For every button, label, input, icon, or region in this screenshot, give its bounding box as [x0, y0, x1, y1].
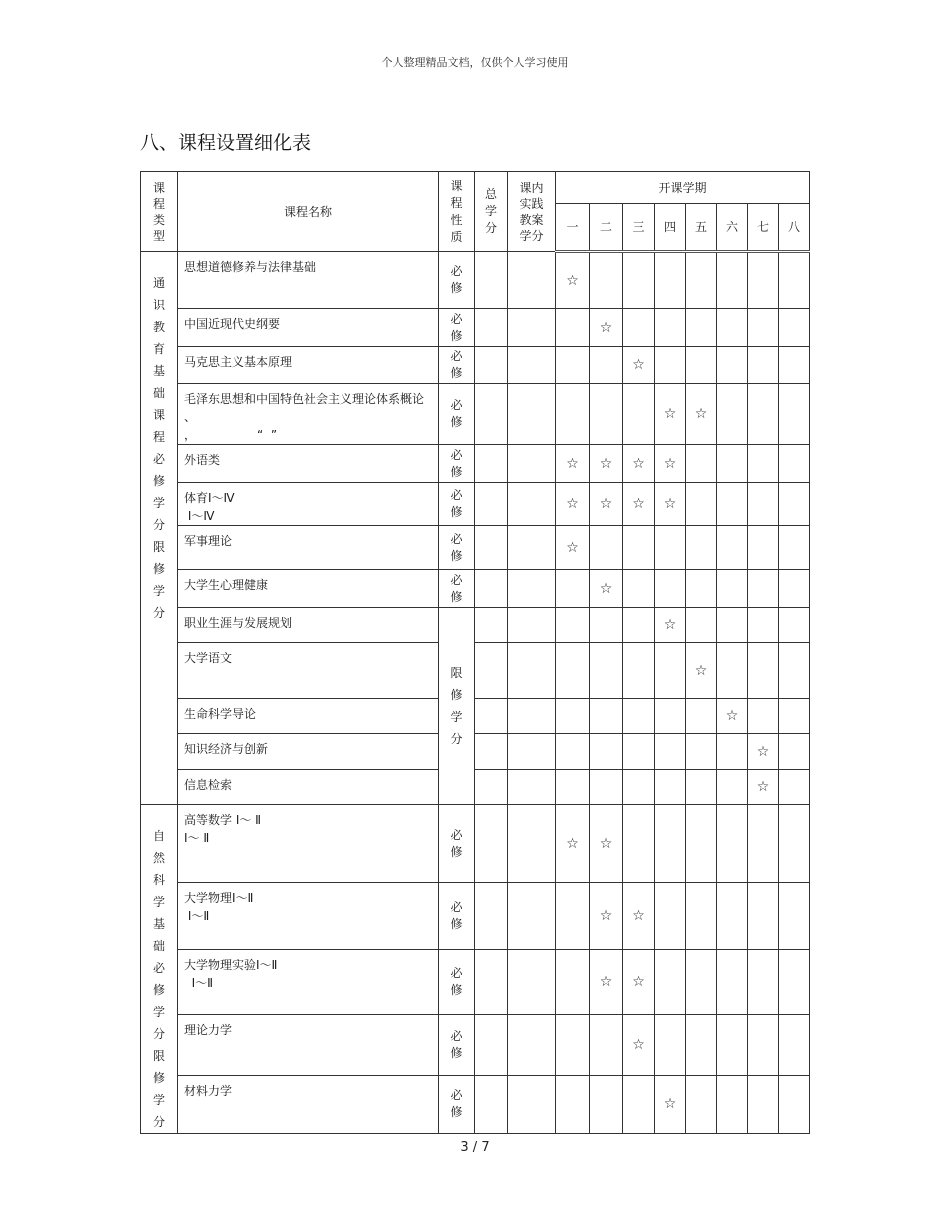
semester-cell-1: [556, 526, 590, 570]
course-name-cell: 中国近现代史纲要: [178, 309, 439, 347]
semester-cell-4: [655, 570, 686, 608]
header-semester-7: 七: [748, 204, 779, 252]
table-row: [141, 883, 810, 950]
total-credits-cell: [475, 1075, 508, 1133]
practice-credits-cell: [508, 570, 556, 608]
course-name-cell: 大学语文: [178, 643, 439, 699]
semester-cell-3: [623, 608, 655, 643]
table-row: [141, 445, 810, 483]
total-credits-cell: [475, 950, 508, 1015]
star-icon: ☆: [632, 455, 645, 472]
star-icon: ☆: [632, 908, 645, 925]
course-table: [140, 171, 810, 1134]
table-row: [141, 805, 810, 883]
semester-cell-8: [779, 1015, 810, 1075]
total-credits-cell: [475, 805, 508, 883]
practice-credits-cell: [508, 384, 556, 445]
course-name-cell: 理论力学: [178, 1015, 439, 1075]
header-semester-2: 二: [590, 204, 623, 252]
semester-cell-4: [655, 950, 686, 1015]
semester-cell-8: [779, 445, 810, 483]
practice-credits-cell: [508, 699, 556, 734]
page-number: 3 / 7: [460, 1140, 490, 1155]
star-icon: ☆: [756, 743, 770, 760]
header-semester-6: 六: [717, 204, 748, 252]
semester-cell-6: [717, 309, 748, 347]
table-row: [141, 384, 810, 445]
semester-cell-5: [686, 883, 717, 950]
practice-credits-cell: [508, 883, 556, 950]
course-name-cell: 体育Ⅰ～Ⅳ Ⅰ～Ⅳ: [178, 483, 439, 526]
header-semester-1: 一: [556, 204, 590, 252]
semester-cell-3: [623, 950, 655, 1015]
semester-cell-4: [655, 309, 686, 347]
semester-cell-3: [623, 384, 655, 445]
semester-cell-2: [590, 805, 623, 883]
course-nature-cell: 必修: [439, 252, 475, 309]
star-icon: ☆: [632, 974, 645, 991]
total-credits-cell: [475, 347, 508, 384]
semester-cell-8: [779, 608, 810, 643]
table-row: [141, 950, 810, 1015]
semester-cell-5: [686, 570, 717, 608]
semester-cell-6: [717, 445, 748, 483]
star-icon: ☆: [599, 835, 613, 852]
total-credits-cell: [475, 384, 508, 445]
category-cell: 通识教育基础课程必修 学分限修 学分: [141, 252, 178, 805]
total-credits-cell: [475, 252, 508, 309]
semester-cell-1: [556, 734, 590, 770]
semester-cell-1: [556, 1015, 590, 1075]
course-nature-cell: 必修: [439, 347, 475, 384]
semester-cell-1: [556, 1075, 590, 1133]
semester-cell-7: [748, 526, 779, 570]
semester-cell-5: [686, 347, 717, 384]
table-row: [141, 699, 810, 734]
semester-cell-7: [748, 445, 779, 483]
course-name-cell: 材料力学: [178, 1075, 439, 1133]
table-row: [141, 643, 810, 699]
semester-cell-5: [686, 643, 717, 699]
course-nature-cell: 必修: [439, 445, 475, 483]
course-name-cell: 大学物理实验Ⅰ～Ⅱ Ⅰ～Ⅱ: [178, 950, 439, 1015]
star-icon: ☆: [632, 357, 645, 373]
semester-cell-2: [590, 1075, 623, 1133]
table-row: [141, 347, 810, 384]
semester-cell-4: [655, 770, 686, 805]
star-icon: ☆: [566, 835, 579, 852]
semester-cell-7: [748, 309, 779, 347]
practice-credits-cell: [508, 252, 556, 309]
semester-cell-4: [655, 526, 686, 570]
semester-cell-5: [686, 805, 717, 883]
semester-cell-8: [779, 950, 810, 1015]
course-nature-cell: 必修: [439, 483, 475, 526]
semester-cell-2: [590, 570, 623, 608]
semester-cell-3: [623, 445, 655, 483]
practice-credits-cell: [508, 347, 556, 384]
table-row: [141, 252, 810, 309]
semester-cell-5: [686, 309, 717, 347]
practice-credits-cell: [508, 950, 556, 1015]
semester-cell-1: [556, 384, 590, 445]
semester-cell-3: [623, 526, 655, 570]
semester-cell-3: [623, 699, 655, 734]
course-name-cell: 生命科学导论: [178, 699, 439, 734]
total-credits-cell: [475, 699, 508, 734]
header-course-nature: 课程性质: [439, 172, 475, 252]
course-nature-cell: 必修: [439, 570, 475, 608]
star-icon: ☆: [694, 662, 708, 679]
semester-cell-6: [717, 643, 748, 699]
semester-cell-4: [655, 699, 686, 734]
course-nature-elective-cell: 限修学分: [439, 608, 475, 805]
semester-cell-5: [686, 526, 717, 570]
star-icon: ☆: [599, 496, 613, 512]
semester-cell-3: [623, 309, 655, 347]
semester-cell-7: [748, 643, 779, 699]
semester-cell-8: [779, 384, 810, 445]
semester-cell-6: [717, 384, 748, 445]
star-icon: ☆: [599, 974, 613, 991]
semester-cell-1: [556, 252, 590, 309]
course-name-cell: 军事理论: [178, 526, 439, 570]
total-credits-cell: [475, 445, 508, 483]
semester-cell-2: [590, 643, 623, 699]
semester-cell-4: [655, 483, 686, 526]
course-name-cell: 高等数学 Ⅰ～ Ⅱ Ⅰ～ Ⅱ: [178, 805, 439, 883]
semester-cell-7: [748, 1015, 779, 1075]
total-credits-cell: [475, 526, 508, 570]
semester-cell-6: [717, 950, 748, 1015]
total-credits-cell: [475, 483, 508, 526]
semester-cell-7: [748, 483, 779, 526]
semester-cell-8: [779, 734, 810, 770]
total-credits-cell: [475, 770, 508, 805]
header-semester-4: 四: [655, 204, 686, 252]
semester-cell-8: [779, 699, 810, 734]
semester-cell-4: [655, 805, 686, 883]
practice-credits-cell: [508, 608, 556, 643]
star-icon: ☆: [566, 539, 579, 556]
semester-cell-6: [717, 526, 748, 570]
semester-cell-6: [717, 1075, 748, 1133]
semester-cell-7: [748, 347, 779, 384]
semester-cell-6: [717, 570, 748, 608]
semester-cell-2: [590, 770, 623, 805]
semester-cell-8: [779, 570, 810, 608]
table-row: [141, 770, 810, 805]
practice-credits-cell: [508, 1075, 556, 1133]
star-icon: ☆: [599, 455, 613, 472]
semester-cell-8: [779, 483, 810, 526]
semester-cell-1: [556, 699, 590, 734]
table-row: [141, 734, 810, 770]
semester-cell-6: [717, 252, 748, 309]
course-nature-cell: 必修: [439, 883, 475, 950]
category-cell: 自然科学基础必修 学分限修学分: [141, 805, 178, 1134]
header-semester-5: 五: [686, 204, 717, 252]
semester-cell-8: [779, 347, 810, 384]
semester-cell-7: [748, 734, 779, 770]
star-icon: ☆: [599, 580, 613, 597]
semester-cell-3: [623, 483, 655, 526]
star-icon: ☆: [663, 1096, 677, 1113]
semester-cell-6: [717, 1015, 748, 1075]
total-credits-cell: [475, 570, 508, 608]
semester-cell-2: [590, 309, 623, 347]
semester-cell-3: [623, 770, 655, 805]
semester-cell-7: [748, 805, 779, 883]
course-name-cell: 外语类: [178, 445, 439, 483]
semester-cell-4: [655, 734, 686, 770]
semester-cell-7: [748, 252, 779, 309]
semester-cell-2: [590, 347, 623, 384]
semester-cell-1: [556, 309, 590, 347]
practice-credits-cell: [508, 770, 556, 805]
star-icon: ☆: [566, 496, 579, 512]
semester-cell-4: [655, 883, 686, 950]
semester-cell-8: [779, 309, 810, 347]
total-credits-cell: [475, 309, 508, 347]
semester-cell-5: [686, 608, 717, 643]
course-name-cell: 马克思主义基本原理: [178, 347, 439, 384]
semester-cell-2: [590, 1015, 623, 1075]
course-name-cell: 毛泽东思想和中国特色社会主义理论体系概论 、 ， “ ”: [178, 384, 439, 445]
semester-cell-3: [623, 883, 655, 950]
semester-cell-7: [748, 883, 779, 950]
semester-cell-2: [590, 526, 623, 570]
semester-cell-3: [623, 347, 655, 384]
semester-cell-1: [556, 770, 590, 805]
semester-cell-7: [748, 384, 779, 445]
table-row: [141, 570, 810, 608]
total-credits-cell: [475, 643, 508, 699]
header-semester-8: 八: [779, 204, 810, 252]
semester-cell-1: [556, 805, 590, 883]
semester-cell-6: [717, 734, 748, 770]
semester-cell-7: [748, 699, 779, 734]
semester-cell-1: [556, 643, 590, 699]
semester-cell-8: [779, 643, 810, 699]
table-row: [141, 608, 810, 643]
course-name-cell: 大学生心理健康: [178, 570, 439, 608]
practice-credits-cell: [508, 483, 556, 526]
semester-cell-3: [623, 805, 655, 883]
semester-cell-3: [623, 1075, 655, 1133]
semester-cell-1: [556, 445, 590, 483]
header-course-type: 课程类型: [141, 172, 178, 252]
total-credits-cell: [475, 734, 508, 770]
star-icon: ☆: [599, 319, 613, 336]
header-course-name: 课程名称: [178, 172, 439, 252]
course-nature-cell: 必修: [439, 1015, 475, 1075]
practice-credits-cell: [508, 1015, 556, 1075]
star-icon: ☆: [725, 708, 739, 724]
star-icon: ☆: [632, 1037, 645, 1054]
semester-cell-8: [779, 805, 810, 883]
course-name-cell: 思想道德修养与法律基础: [178, 252, 439, 309]
table-row: [141, 309, 810, 347]
section-title: 八、课程设置细化表: [140, 132, 312, 154]
semester-cell-6: [717, 883, 748, 950]
semester-cell-2: [590, 384, 623, 445]
star-icon: ☆: [663, 496, 677, 512]
semester-cell-2: [590, 608, 623, 643]
semester-cell-1: [556, 950, 590, 1015]
semester-cell-5: [686, 483, 717, 526]
semester-cell-5: [686, 699, 717, 734]
semester-cell-3: [623, 734, 655, 770]
star-icon: ☆: [694, 406, 708, 422]
semester-cell-5: [686, 1015, 717, 1075]
star-icon: ☆: [663, 406, 677, 422]
semester-cell-4: [655, 1015, 686, 1075]
semester-cell-4: [655, 608, 686, 643]
practice-credits-cell: [508, 309, 556, 347]
semester-cell-5: [686, 384, 717, 445]
star-icon: ☆: [632, 496, 645, 512]
semester-cell-1: [556, 570, 590, 608]
semester-cell-8: [779, 526, 810, 570]
semester-cell-3: [623, 643, 655, 699]
semester-cell-6: [717, 805, 748, 883]
table-row: [141, 1075, 810, 1133]
semester-cell-2: [590, 699, 623, 734]
semester-cell-2: [590, 734, 623, 770]
practice-credits-cell: [508, 445, 556, 483]
star-icon: ☆: [566, 455, 579, 472]
header-practice-credits: 课内实践教案学分: [508, 172, 556, 252]
header-total-credits: 总学分: [475, 172, 508, 252]
practice-credits-cell: [508, 643, 556, 699]
course-nature-cell: 必修: [439, 309, 475, 347]
semester-cell-1: [556, 347, 590, 384]
semester-cell-7: [748, 950, 779, 1015]
semester-cell-1: [556, 483, 590, 526]
semester-cell-2: [590, 252, 623, 309]
semester-cell-8: [779, 883, 810, 950]
semester-cell-8: [779, 770, 810, 805]
total-credits-cell: [475, 608, 508, 643]
course-nature-cell: 必修: [439, 805, 475, 883]
semester-cell-3: [623, 1015, 655, 1075]
practice-credits-cell: [508, 805, 556, 883]
star-icon: ☆: [599, 908, 613, 925]
course-nature-cell: 必修: [439, 384, 475, 445]
course-nature-cell: 必修: [439, 1075, 475, 1133]
star-icon: ☆: [663, 617, 677, 633]
semester-cell-1: [556, 608, 590, 643]
course-nature-cell: 必修: [439, 950, 475, 1015]
course-name-cell: 信息检索: [178, 770, 439, 805]
semester-cell-5: [686, 445, 717, 483]
semester-cell-4: [655, 643, 686, 699]
total-credits-cell: [475, 1015, 508, 1075]
semester-cell-3: [623, 252, 655, 309]
header-semesters: 开课学期: [556, 172, 810, 204]
practice-credits-cell: [508, 526, 556, 570]
semester-cell-6: [717, 608, 748, 643]
semester-cell-4: [655, 384, 686, 445]
table-row: [141, 1015, 810, 1075]
semester-cell-6: [717, 347, 748, 384]
semester-cell-3: [623, 570, 655, 608]
header-semester-3: 三: [623, 204, 655, 252]
star-icon: ☆: [663, 455, 677, 472]
page-header-note: 个人整理精品文档，仅供个人学习使用: [381, 56, 569, 69]
star-icon: ☆: [566, 272, 579, 289]
semester-cell-2: [590, 883, 623, 950]
semester-cell-2: [590, 483, 623, 526]
semester-cell-8: [779, 252, 810, 309]
course-name-cell: 知识经济与创新: [178, 734, 439, 770]
semester-cell-5: [686, 734, 717, 770]
semester-cell-4: [655, 1075, 686, 1133]
semester-cell-8: [779, 1075, 810, 1133]
total-credits-cell: [475, 883, 508, 950]
semester-cell-4: [655, 347, 686, 384]
semester-cell-6: [717, 483, 748, 526]
semester-cell-7: [748, 570, 779, 608]
semester-cell-5: [686, 770, 717, 805]
semester-cell-1: [556, 883, 590, 950]
semester-cell-5: [686, 950, 717, 1015]
semester-cell-5: [686, 252, 717, 309]
semester-cell-7: [748, 770, 779, 805]
semester-cell-4: [655, 252, 686, 309]
course-name-cell: 职业生涯与发展规划: [178, 608, 439, 643]
semester-cell-2: [590, 950, 623, 1015]
course-name-cell: 大学物理Ⅰ～Ⅱ Ⅰ～Ⅱ: [178, 883, 439, 950]
semester-cell-2: [590, 445, 623, 483]
semester-cell-5: [686, 1075, 717, 1133]
semester-cell-6: [717, 699, 748, 734]
semester-cell-4: [655, 445, 686, 483]
table-row: [141, 526, 810, 570]
practice-credits-cell: [508, 734, 556, 770]
star-icon: ☆: [756, 779, 770, 795]
semester-cell-7: [748, 1075, 779, 1133]
course-nature-cell: 必修: [439, 526, 475, 570]
table-row: [141, 483, 810, 526]
semester-cell-7: [748, 608, 779, 643]
semester-cell-6: [717, 770, 748, 805]
